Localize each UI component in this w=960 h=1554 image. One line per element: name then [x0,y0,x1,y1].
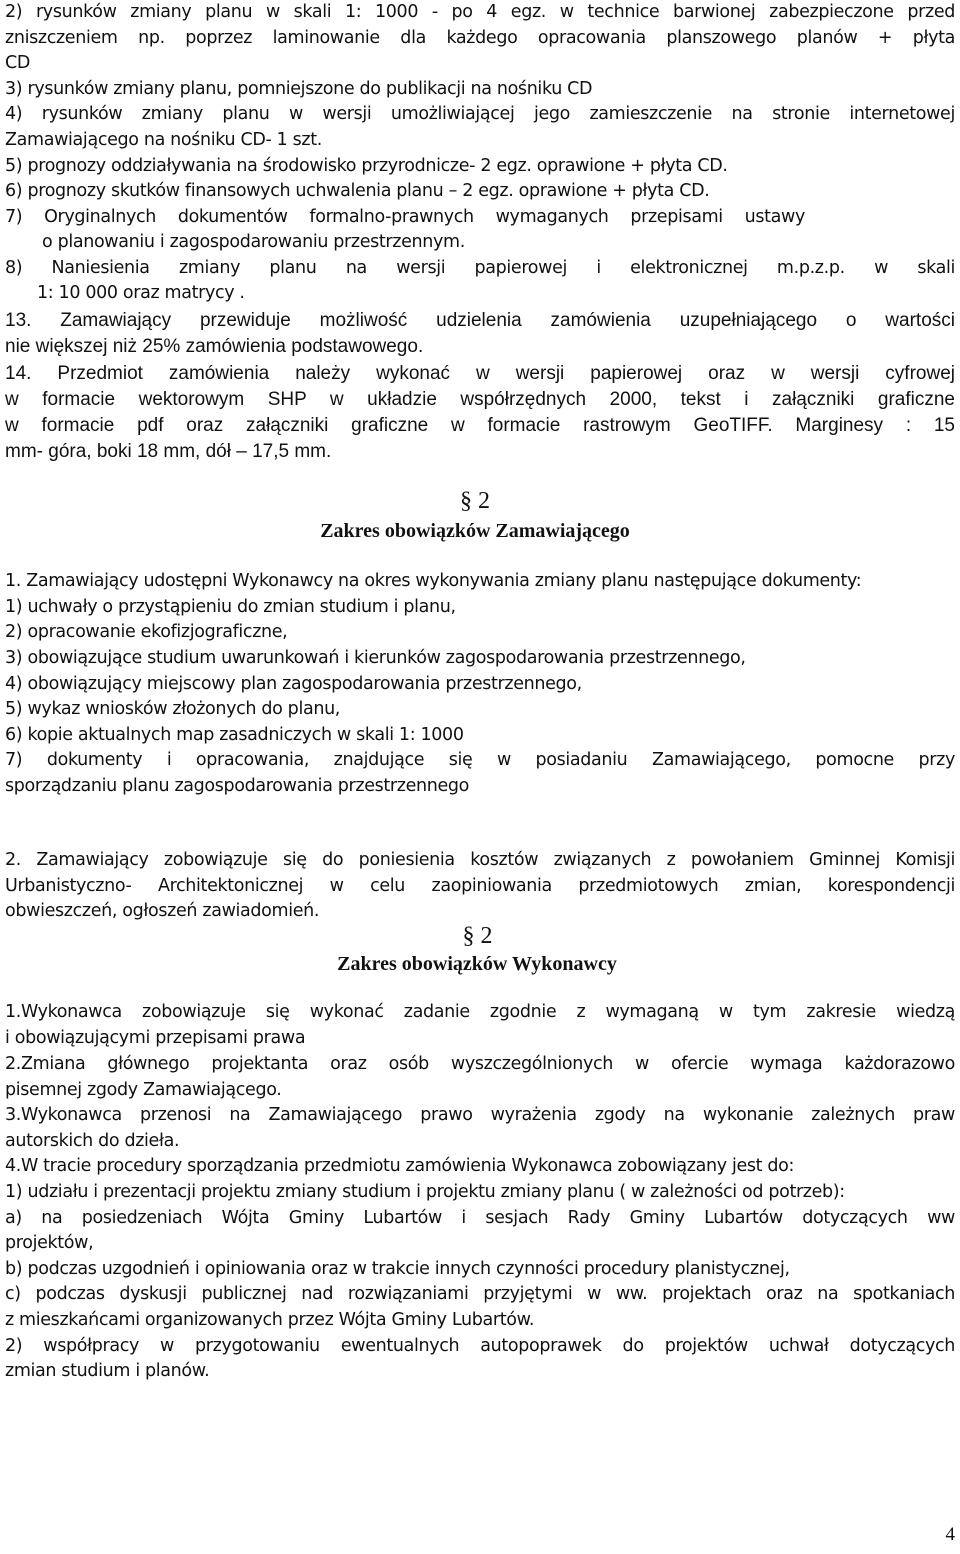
text-line: 1) uchwały o przystąpieniu do zmian studium i planu, [5,597,456,617]
text-line: sporządzaniu planu zagospodarowania przestrzennego [5,776,470,796]
text-line: 4) rysunków zmiany planu w wersji umożliwiającej jego zamieszczenie na stronie internetowej [5,104,955,124]
text-line: a) na posiedzeniach Wójta Gminy Lubartów i sesjach Rady Gminy Lubartów dotyczących ww [5,1208,955,1228]
text-line: 5) wykaz wniosków złożonych do planu, [5,699,341,719]
text-line: obwieszczeń, ogłoszeń zawiadomień. [5,901,320,921]
section-title: Zakres obowiązków Wykonawcy [337,953,617,975]
section-symbol: § 2 [462,923,493,949]
text-line: 1. Zamawiający udostępni Wykonawcy na okres wykonywania zmiany planu następujące dokumenty: [5,571,862,591]
text-line: 5) prognozy oddziaływania na środowisko przyrodnicze- 2 egz. oprawione + płyta CD. [5,156,728,176]
text-line: pisemnej zgody Zamawiającego. [5,1080,282,1100]
text-line: CD [5,53,30,73]
text-line: 1: 10 000 oraz matrycy . [37,283,245,303]
text-line: w formacie wektorowym SHP w układzie współrzędnych 2000, tekst i załączniki graficzne [5,389,955,410]
text-line: w formacie pdf oraz załączniki graficzne w formacie rastrowym GeoTIFF. Marginesy : 15 [5,415,955,436]
text-line: zmian studium i planów. [5,1361,210,1381]
text-line: 6) kopie aktualnych map zasadniczych w skali 1: 1000 [5,725,464,745]
text-line: 6) prognozy skutków finansowych uchwalenia planu – 2 egz. oprawione + płyta CD. [5,181,710,201]
section-symbol: § 2 [460,488,490,514]
text-line: 2) opracowanie ekofizjograficzne, [5,622,288,642]
text-line: 1.Wykonawca zobowiązuje się wykonać zadanie zgodnie z wymaganą w tym zakresie wiedzą [5,1002,955,1022]
text-line: i obowiązującymi przepisami prawa [5,1028,306,1048]
text-line: 2) rysunków zmiany planu w skali 1: 1000 - po 4 egz. w technice barwionej zabezpieczone przed [5,2,955,22]
text-line: 2. Zamawiający zobowiązuje się do poniesienia kosztów związanych z powołaniem Gminnej Komisji [5,850,955,870]
text-line: 3) obowiązujące studium uwarunkowań i kierunków zagospodarowania przestrzennego, [5,648,746,668]
text-line: 13. Zamawiający przewiduje możliwość udzielenia zamówienia uzupełniającego o wartości [5,310,955,331]
text-line: 4.W tracie procedury sporządzania przedmiotu zamówienia Wykonawca zobowiązany jest do: [5,1156,795,1176]
section-title: Zakres obowiązków Zamawiającego [320,520,630,542]
text-line: mm- góra, boki 18 mm, dół – 17,5 mm. [5,441,332,462]
text-line: 1) udziału i prezentacji projektu zmiany studium i projektu zmiany planu ( w zależności od potrzeb): [5,1182,845,1202]
text-line: 7) dokumenty i opracowania, znajdujące się w posiadaniu Zamawiającego, pomocne przy [5,750,955,770]
text-line: autorskich do dzieła. [5,1131,180,1151]
text-line: 14. Przedmiot zamówienia należy wykonać w wersji papierowej oraz w wersji cyfrowej [5,363,955,384]
text-line: nie większej niż 25% zamówienia podstawowego. [5,336,424,357]
text-line: b) podczas uzgodnień i opiniowania oraz w trakcie innych czynności procedury planistycznej, [5,1259,790,1279]
text-line: 2.Zmiana głównego projektanta oraz osób wyszczególnionych w ofercie wymaga każdorazowo [5,1054,955,1074]
text-line: 7) Oryginalnych dokumentów formalno-prawnych wymaganych przepisami ustawy [5,207,805,227]
text-line: 3.Wykonawca przenosi na Zamawiającego prawo wyrażenia zgody na wykonanie zależnych praw [5,1105,955,1125]
text-line: Zamawiającego na nośniku CD- 1 szt. [5,130,322,150]
text-line: Urbanistyczno- Architektonicznej w celu zaopiniowania przedmiotowych zmian, korespondencji [5,876,955,896]
text-line: 8) Naniesienia zmiany planu na wersji papierowej i elektronicznej m.p.z.p. w skali [5,258,955,278]
text-line: projektów, [5,1233,94,1253]
text-line: o planowaniu i zagospodarowaniu przestrzennym. [42,232,465,252]
text-line: 3) rysunków zmiany planu, pomniejszone do publikacji na nośniku CD [5,79,593,99]
text-line: 2) współpracy w przygotowaniu ewentualnych autopoprawek do projektów uchwał dotyczących [5,1336,955,1356]
text-line: 4) obowiązujący miejscowy plan zagospodarowania przestrzennego, [5,674,582,694]
page-number: 4 [945,1524,955,1545]
text-line: z mieszkańcami organizowanych przez Wójta Gminy Lubartów. [5,1310,535,1330]
text-line: c) podczas dyskusji publicznej nad rozwiązaniami przyjętymi w ww. projektach oraz na spotkaniach [5,1284,955,1304]
text-line: zniszczeniem np. poprzez laminowanie dla każdego opracowania planszowego planów + płyta [5,28,955,48]
